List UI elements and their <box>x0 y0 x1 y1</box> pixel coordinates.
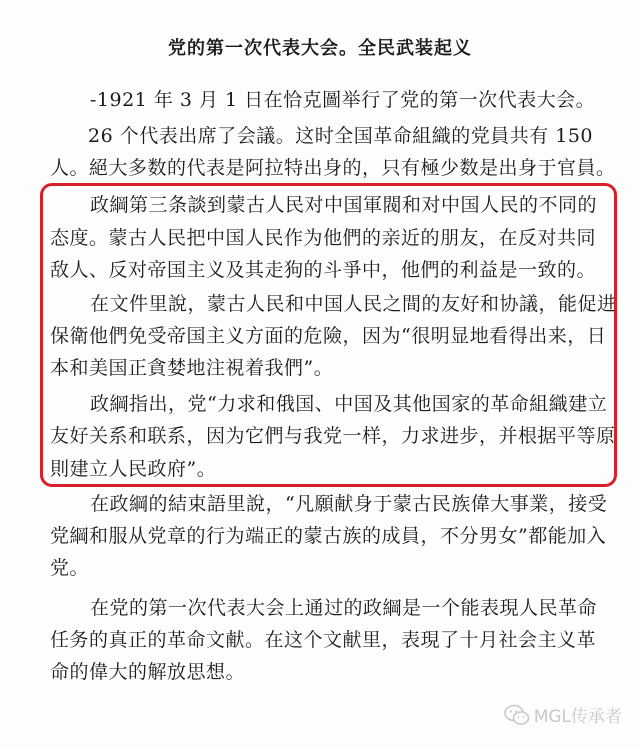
text-line: -1921 年 3 月 1 日在恰克圖举行了党的第一次代表大会。 <box>90 89 596 111</box>
text-line: 在文件里說，蒙古人民和中国人民之間的友好和协議，能促进 <box>90 293 617 315</box>
text-line: 态度。蒙古人民把中国人民作为他們的亲近的朋友，在反对共同 <box>50 227 597 249</box>
text-line: 則建立人民政府”。 <box>50 458 217 480</box>
text-line: 命的偉大的解放思想。 <box>50 661 246 683</box>
wechat-icon <box>504 704 530 726</box>
highlight-box <box>40 183 617 487</box>
text-line: 人。絕大多数的代表是阿拉特出身的，只有極少数是出身于官員。 <box>50 157 616 179</box>
page-title: 党的第一次代表大会。全民武装起义 <box>168 38 472 59</box>
text-line: 任务的真正的革命文献。在这个文献里，表現了十月社会主义革 <box>50 629 597 651</box>
text-line: 党。 <box>50 557 90 579</box>
text-line: 政綱第三条談到蒙古人民对中国軍閥和对中国人民的不同的 <box>90 194 598 216</box>
text-line: 本和美国正貪婪地注視着我們”。 <box>50 357 334 379</box>
watermark-text: MGL传承者 <box>533 707 622 727</box>
text-line: 在党的第一次代表大会上通过的政綱是一个能表現人民革命 <box>90 597 598 619</box>
text-line: 保衛他們免受帝国主义方面的危險，因为“很明显地看得出来，日 <box>50 325 607 347</box>
text-line: 敌人、反对帝国主义及其走狗的斗爭中，他們的利益是一致的。 <box>50 259 597 281</box>
text-line: 党綱和服从党章的行为端正的蒙古族的成員，不分男女”都能加入 <box>50 525 607 547</box>
text-line: 友好关系和联系，因为它們与我党一样，力求进步，并根据平等原 <box>50 425 616 447</box>
watermark <box>504 702 622 727</box>
text-line: 26 个代表出席了会議。这时全国革命組織的党員共有 150 <box>88 125 594 147</box>
text-line: 政綱指出，党“力求和俄国、中国及其他国家的革命組織建立 <box>90 393 608 415</box>
text-line: 在政綱的結束語里說，“凡願献身于蒙古民族偉大事業，接受 <box>90 493 608 515</box>
